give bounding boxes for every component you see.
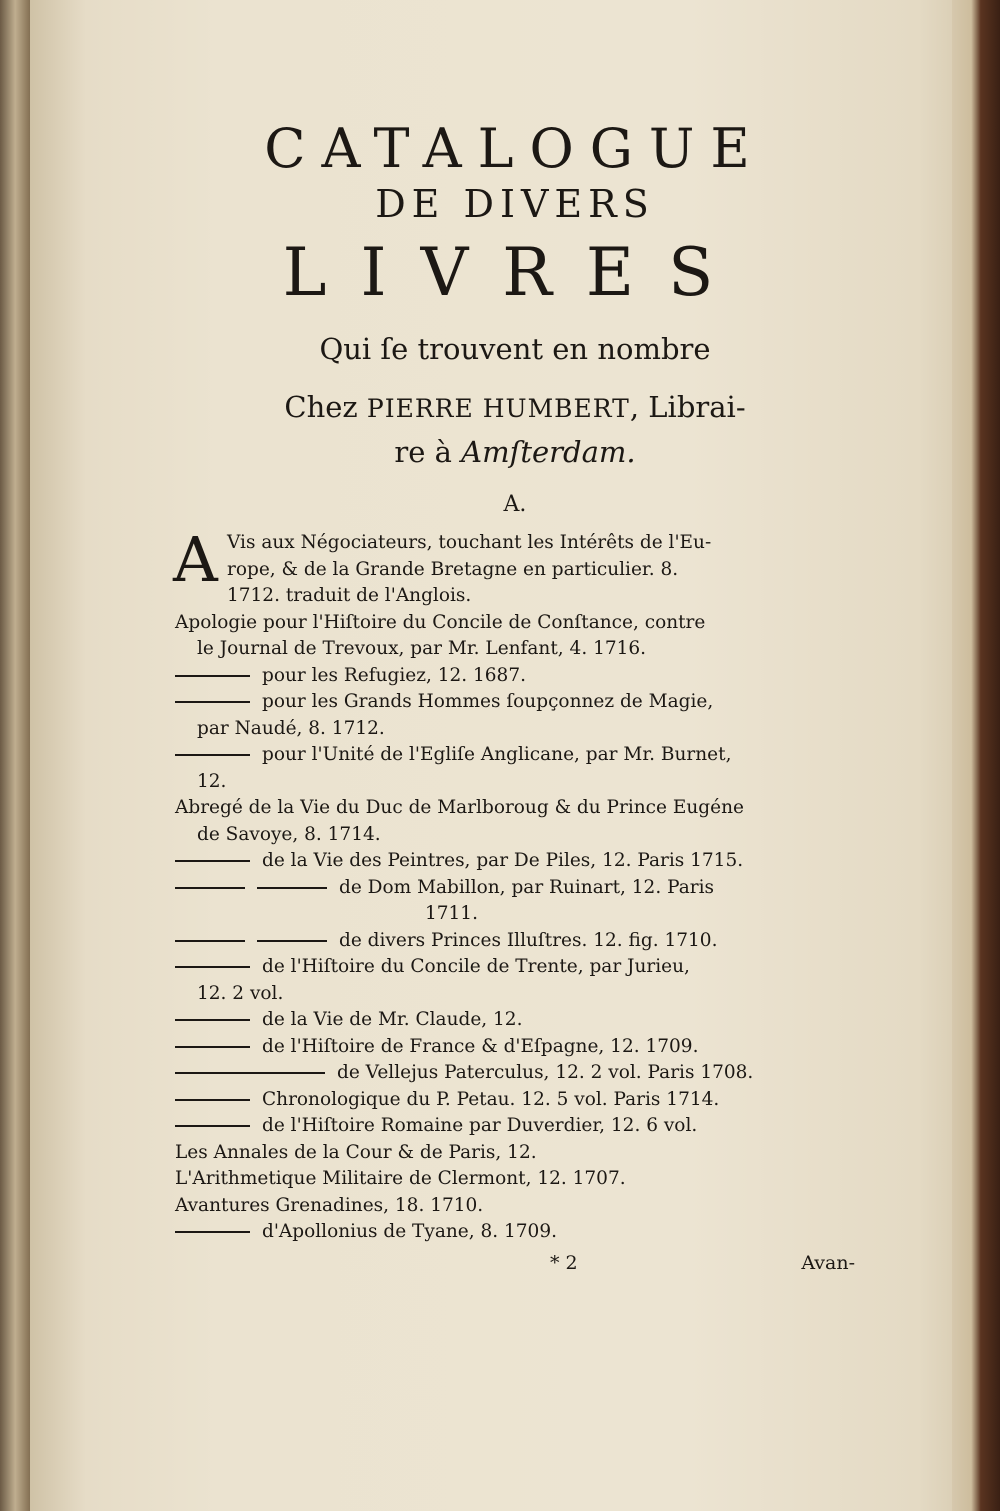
entry-text: 12. [197, 770, 227, 792]
page-content [175, 118, 855, 1274]
entry-line [175, 1007, 855, 1034]
ditto-rule [175, 1046, 250, 1048]
entry-text: 1712. traduit de l'Anglois. [227, 585, 472, 606]
entry-line [175, 716, 855, 743]
ditto-rule [175, 675, 250, 677]
entry-line [175, 1140, 855, 1167]
entry-text: Chronologique du P. Petau. 12. 5 vol. Paris 1714. [262, 1088, 720, 1110]
entry-line [175, 1060, 855, 1087]
entry-text: L'Arithmetique Militaire de Clermont, 12. 1707. [175, 1168, 626, 1189]
entry-text: d'Apollonius de Tyane, 8. 1709. [262, 1221, 557, 1242]
entry-text: Abregé de la Vie du Duc de Marlboroug & du Prince Eugéne [175, 797, 744, 818]
entry-text: de Dom Mabillon, par Ruinart, 12. Paris [339, 876, 714, 898]
ditto-rule [175, 887, 245, 889]
ditto-rule [175, 754, 250, 756]
catalogue-entry [175, 1193, 855, 1220]
entry-line [175, 1193, 855, 1220]
entry-line [175, 530, 855, 557]
ditto-rule [175, 1019, 250, 1021]
entry-text: de divers Princes Illuſtres. 12. fig. 1710. [339, 929, 718, 951]
publisher-city-line: re à Amſterdam. [394, 435, 636, 469]
entry-line [175, 557, 855, 584]
entry-text: Avantures Grenadines, 18. 1710. [175, 1194, 484, 1216]
entry-line [175, 636, 855, 663]
title-de-divers: DE DIVERS [375, 182, 655, 226]
subtitle-line: Qui ſe trouvent en nombre [319, 332, 711, 366]
ditto-rule [175, 701, 250, 703]
entry-line [175, 901, 855, 928]
entry-line [175, 981, 855, 1008]
catalogue-entry [175, 795, 855, 848]
publisher-line: Chez PIERRE HUMBERT, Librai- [284, 390, 746, 424]
entry-line [175, 928, 855, 955]
catalogue-entry [175, 1219, 855, 1246]
entry-text: de Vellejus Paterculus, 12. 2 vol. Paris 1708. [337, 1062, 754, 1083]
catalogue-entry [175, 1140, 855, 1167]
entry-line [175, 1113, 855, 1140]
catalogue-entry [175, 1166, 855, 1193]
entry-text: pour l'Unité de l'Egliſe Anglicane, par Mr. Burnet, [262, 744, 732, 765]
catalogue-entry [173, 523, 855, 610]
entry-text: de l'Hiſtoire du Concile de Trente, par Jurieu, [262, 956, 690, 977]
entry-line [175, 1166, 855, 1193]
publisher-name: PIERRE HUMBERT [366, 394, 630, 423]
catalogue-entry [175, 928, 855, 955]
catalogue-entry [175, 1087, 855, 1114]
catchword: Avan- [801, 1251, 855, 1274]
catalogue-entry [175, 1007, 855, 1034]
catalogue-entry [175, 875, 855, 928]
entry-text: rope, & de la Grande Bretagne en particulier. 8. [227, 558, 679, 580]
page [30, 0, 965, 1511]
ditto-rule [175, 1072, 325, 1074]
ditto-rule [175, 1099, 250, 1101]
entry-text: 12. 2 vol. [197, 982, 284, 1004]
entry-text: Les Annales de la Cour & de Paris, 12. [175, 1141, 537, 1163]
entry-line [175, 663, 855, 690]
entry-line [175, 610, 855, 637]
ditto-rule [175, 1125, 250, 1127]
entry-text: de la Vie des Peintres, par De Piles, 12. Paris 1715. [262, 850, 744, 871]
entry-text: de l'Hiſtoire de France & d'Eſpagne, 12. 1709. [262, 1035, 699, 1057]
ditto-rule [257, 887, 327, 889]
entry-line [175, 1219, 855, 1246]
catalogue-entry [175, 1113, 855, 1140]
entry-line [175, 822, 855, 849]
entry-text: pour les Grands Hommes ſoupçonnez de Magie, [262, 691, 714, 712]
title-livres: LIVRES [282, 234, 748, 311]
catalogue-entries [173, 523, 855, 1246]
entry-text: 1711. [425, 903, 478, 924]
catalogue-entry [175, 848, 855, 875]
city-name: Amſterdam. [461, 435, 636, 469]
entry-text: le Journal de Trevoux, par Mr. Lenfant, 4. 1716. [197, 638, 647, 659]
entry-line [175, 769, 855, 796]
entry-text: Vis aux Négociateurs, touchant les Intérêts de l'Eu- [227, 532, 712, 553]
entry-text: de la Vie de Mr. Claude, 12. [262, 1009, 523, 1030]
entry-line [175, 1087, 855, 1114]
ditto-rule [175, 940, 245, 942]
entry-line [175, 689, 855, 716]
entry-text: pour les Refugiez, 12. 1687. [262, 664, 526, 686]
ditto-rule [257, 940, 327, 942]
ditto-rule [175, 860, 250, 862]
catalogue-entry [175, 1060, 855, 1087]
entry-line [175, 1034, 855, 1061]
entry-line [175, 848, 855, 875]
signature-mark: * 2 [550, 1251, 578, 1274]
catalogue-entry [175, 663, 855, 690]
entry-text: de Savoye, 8. 1714. [197, 823, 381, 845]
catalogue-entry [175, 954, 855, 1007]
catalogue-entry [175, 689, 855, 742]
entry-line [175, 583, 855, 610]
entry-line [175, 954, 855, 981]
drop-cap: A [173, 523, 218, 596]
entry-text: par Naudé, 8. 1712. [197, 717, 385, 739]
title-catalogue: CATALOGUE [264, 117, 766, 180]
entry-text: de l'Hiſtoire Romaine par Duverdier, 12. 6 vol. [262, 1115, 698, 1136]
catalogue-entry [175, 1034, 855, 1061]
entry-line [175, 875, 855, 902]
entry-line [175, 742, 855, 769]
ditto-rule [175, 1231, 250, 1233]
ditto-rule [175, 966, 250, 968]
catalogue-entry [175, 742, 855, 795]
entry-line [175, 795, 855, 822]
page-edge [952, 0, 1000, 1511]
entry-text: Apologie pour l'Hiſtoire du Concile de Conſtance, contre [175, 611, 706, 633]
catalogue-entry [175, 610, 855, 663]
section-letter: A. [503, 492, 527, 517]
page-footer [175, 1252, 855, 1274]
